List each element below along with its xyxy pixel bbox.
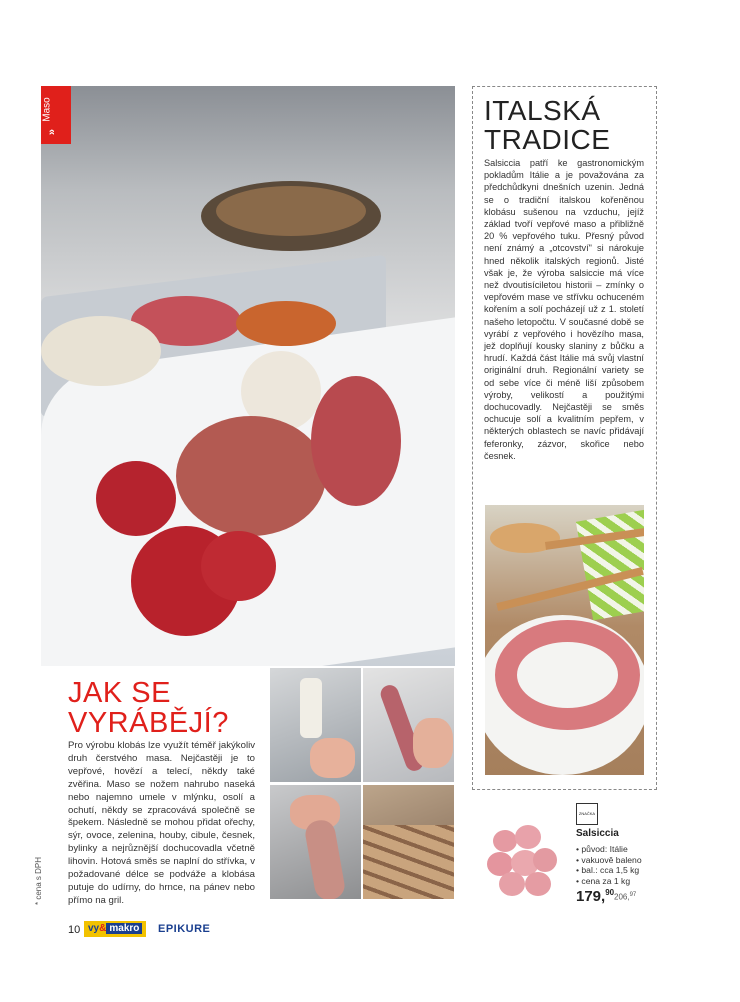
step-photo-casing bbox=[270, 785, 361, 899]
brand-logo-text: ZNAČKA bbox=[578, 811, 596, 816]
howto-title bbox=[68, 678, 268, 738]
step-photo-smoked-sausages bbox=[363, 785, 454, 899]
brand-logo-icon bbox=[576, 803, 598, 825]
double-chevron-right-icon: » bbox=[46, 128, 59, 136]
product-attributes bbox=[576, 844, 642, 886]
howto-body-text: Pro výrobu klobás lze využít téměř jakýkoliv druh čerstvého masa. Nejčastěji je to vepřové, hovězí a telecí, někdy také zvěřina. Maso se nožem nahrubo naseká nebo najemno umele v mlýnku, osolí a ochutí, někdy se zpracovává společně se špekem. Následně se mohou přidat ořechy, sýr, ovoce, zelenina, houby, cibule, česnek, bylinky a nejrůznější dochucovadla včetně lihovin. Hotová směs se naplní do střívka, v požadované délce se podváže a klobása putuje do udírny, do hrnce, na pánev nebo přímo na gril. bbox=[68, 740, 255, 906]
product-price bbox=[576, 888, 614, 905]
price-decimal: 90 bbox=[605, 888, 615, 897]
brand-badge bbox=[84, 921, 146, 937]
product-price-with-vat bbox=[614, 892, 636, 902]
product-attr-packaging: • vakuově baleno bbox=[576, 855, 642, 866]
price-old-decimal: 97 bbox=[629, 892, 637, 898]
tradition-body-text: Salsiccia patří ke gastronomickým pokladům Itálie a je považována za předchůdkyni dnešních uzenin. Jedná se o tradiční italskou kořeněnou klobásu sušenou na vzduchu, jejíž základ tvoří vepřové maso a přibližně 20 % vepřového tuku. Přesný původ není známý a „otcovství" si nárokuje hned několik italských regionů. Jisté však je, že výroba salsiccie má více než dvoutisíciletou historii – zmínky o vepřovém mase ve střívku ochuceném kořením a solí pocházejí už z 1. století našeho letopočtu. V současné době se vyrábí z vepřového i hovězího masa, jež doplňují kousky slaniny z bůčku a hrudí. Každá část Itálie má svůj vlastní originální druh. Regionální variety se od sebe více či méně liší způsobem výroby, velikostí a použitými dochucovadly. Nejčastěji se směs ochucuje solí a kvalitním pepřem, v některých oblastech se navíc přidávají feferonky, zázvor, skořice nebo česnek. bbox=[484, 158, 644, 461]
brand-vy: vy bbox=[88, 923, 100, 934]
product-attr-origin: • původ: Itálie bbox=[576, 844, 642, 855]
tradition-title bbox=[484, 96, 654, 154]
product-attr-unit: • cena za 1 kg bbox=[576, 876, 642, 887]
tradition-title-line1: ITALSKÁ bbox=[484, 95, 601, 126]
hero-photo-sausages bbox=[41, 86, 455, 666]
product-attr-weight: • bal.: cca 1,5 kg bbox=[576, 865, 642, 876]
step-photo-filling bbox=[270, 668, 361, 782]
price-whole: 179, bbox=[576, 888, 606, 905]
product-name: Salsiccia bbox=[576, 828, 619, 839]
section-label: Maso bbox=[41, 97, 53, 122]
product-photo bbox=[485, 820, 559, 900]
price-note: * cena s DPH bbox=[34, 856, 43, 905]
brand-makro: makro bbox=[106, 923, 142, 934]
howto-title-line1: JAK SE bbox=[68, 677, 171, 709]
brand-amp: & bbox=[99, 923, 107, 934]
howto-title-line2: VYRÁBĚJÍ? bbox=[68, 707, 229, 739]
spoon-sausage-photo bbox=[485, 505, 644, 775]
price-old-whole: 206, bbox=[614, 892, 630, 902]
tradition-title-line2: TRADICE bbox=[484, 124, 611, 155]
magazine-name: EPIKURE bbox=[158, 923, 211, 935]
step-photo-twisting bbox=[363, 668, 454, 782]
section-tab bbox=[41, 86, 71, 144]
page-number: 10 bbox=[68, 924, 81, 936]
